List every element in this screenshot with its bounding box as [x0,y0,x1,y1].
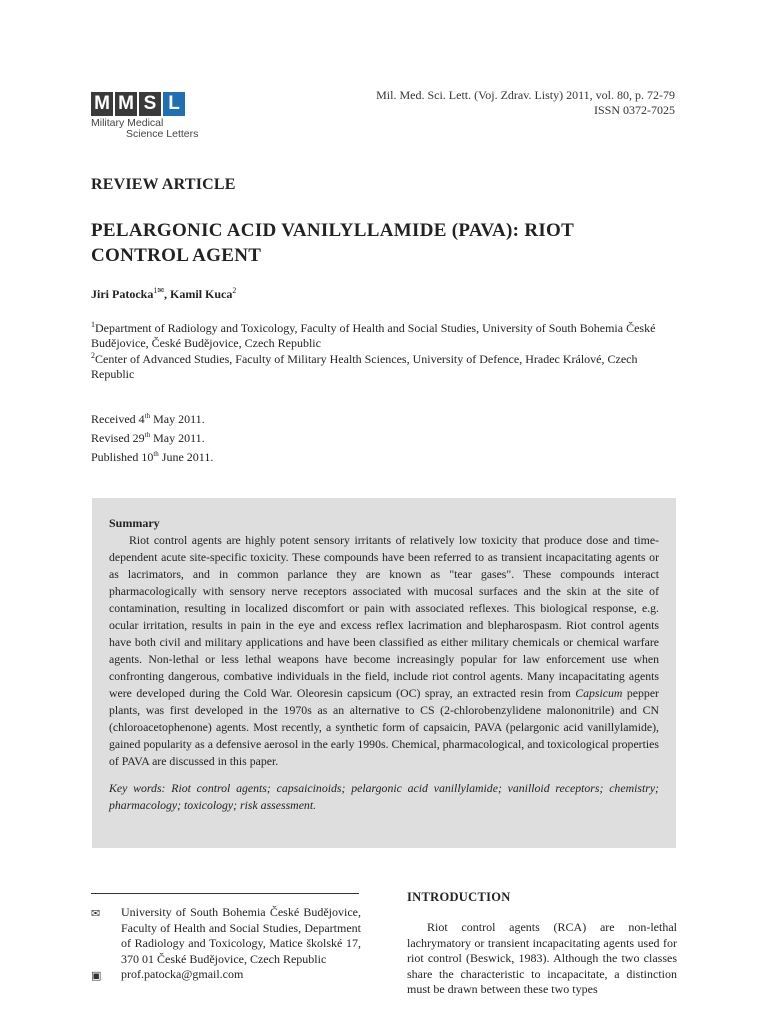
footnote-divider [91,893,359,894]
logo-letter: S [139,92,161,116]
author-separator: , [164,287,171,301]
introduction-heading: INTRODUCTION [407,890,511,904]
logo-letter-boxes [91,92,231,116]
citation-line: Mil. Med. Sci. Lett. (Voj. Zdrav. Listy) 2011, vol. 80, p. 72-79 [376,88,675,102]
logo-letter: M [91,92,113,116]
logo-letter: M [115,92,137,116]
summary-text: Riot control agents are highly potent sensory irritants of relatively low toxicity that produce dose and time-dependent acute site-specific toxicity. These compounds have been referred to as transient incapacitating agents or as lacrimators, and in common parlance they are known as "tear gases". These compounds interact pharmacologically with sensory nerve receptors associated with mucosal surfaces and the skin at the site of contamination, resulting in localized discomfort or pain with associated reflexes. This biological response, e.g. ocular irritation, results in pain in the eye and excess reflex lacrimation and blepharospasm. Riot control agents have both civil and military applications and have been classified as either military chemicals or chemical warfare agents. Non-lethal or less lethal weapons have become increasingly popular for law enforcement use when confronting dangerous, combative individuals in the field, include riot control agents. Many incapacitating agents were developed during the Cold War. Oleoresin capsicum (OC) spray, an extracted resin from Capsicum pepper plants, was first developed in the 1970s as an alternative to CS (2-chlorobenzylidene malononitrile) and CN (chloroacetophenone) agents. Most recently, a synthetic form of capsaicin, PAVA (pelargonic acid vanillylamide), gained popularity as a defensive aerosol in the early 1990s. Chemical, pharmacological, and toxicological properties of PAVA are discussed in this paper. [109,533,659,768]
correspondence-address: University of South Bohemia České Budějovice, Faculty of Health and Social Studies, Department of Radiology and Toxicology, Matice školské 17, 370 01 České Budějovice, Czech Republic [121,905,361,966]
revised-date: Revised 29th May 2011. [91,431,205,445]
summary-box [92,498,676,848]
received-date: Received 4th May 2011. [91,412,205,426]
manuscript-dates [91,408,213,465]
author-affiliation-mark: 2 [232,286,237,295]
logo-caption-line2: Science Letters [126,128,199,140]
logo-caption-line1: Military Medical [91,117,164,129]
author-name: Jiri Patocka [91,287,154,301]
issn-line: ISSN 0372-7025 [593,103,675,117]
paper-title: PELARGONIC ACID VANILYLLAMIDE (PAVA): RIOT CONTROL AGENT [91,220,574,266]
published-date: Published 10th June 2011. [91,450,214,464]
journal-logo [91,92,231,148]
affiliation: $^2$Center of Advanced Studies, Faculty of Military Health Sciences, University of Defence, Hradec Králové, Czech Republic [91,351,638,381]
author-name: Kamil Kuca [170,287,233,301]
keywords: Key words: Riot control agents; capsaicinoids; pelargonic acid vanillylamide; vanilloid receptors; chemistry; pharmacology; toxicology; risk assessment. [109,781,659,812]
author-list [91,286,236,302]
envelope-icon: ✉ [91,907,101,920]
envelope-icon: ✉ [157,286,165,295]
logo-letter: L [163,92,185,116]
author-affiliation-mark: 1✉ [153,286,165,295]
correspondence-contact [91,905,361,984]
introduction-text: Riot control agents (RCA) are non-lethal lachrymatory or transient incapacitating agents used for riot control (Beswick, 1983). Although the two classes share the characteristic to incapacitate, a distinction must be drawn between these two types [407,920,677,996]
article-type: REVIEW ARTICLE [91,176,236,193]
correspondence-email[interactable]: prof.patocka@gmail.com [121,967,244,981]
computer-icon: ▣ [91,969,102,982]
journal-citation [376,88,675,118]
summary-heading: Summary [109,516,160,530]
affiliation: $^1$Department of Radiology and Toxicology, Faculty of Health and Social Studies, University of South Bohemia České Budějovice, České Budějovice, Czech Republic [91,320,656,350]
